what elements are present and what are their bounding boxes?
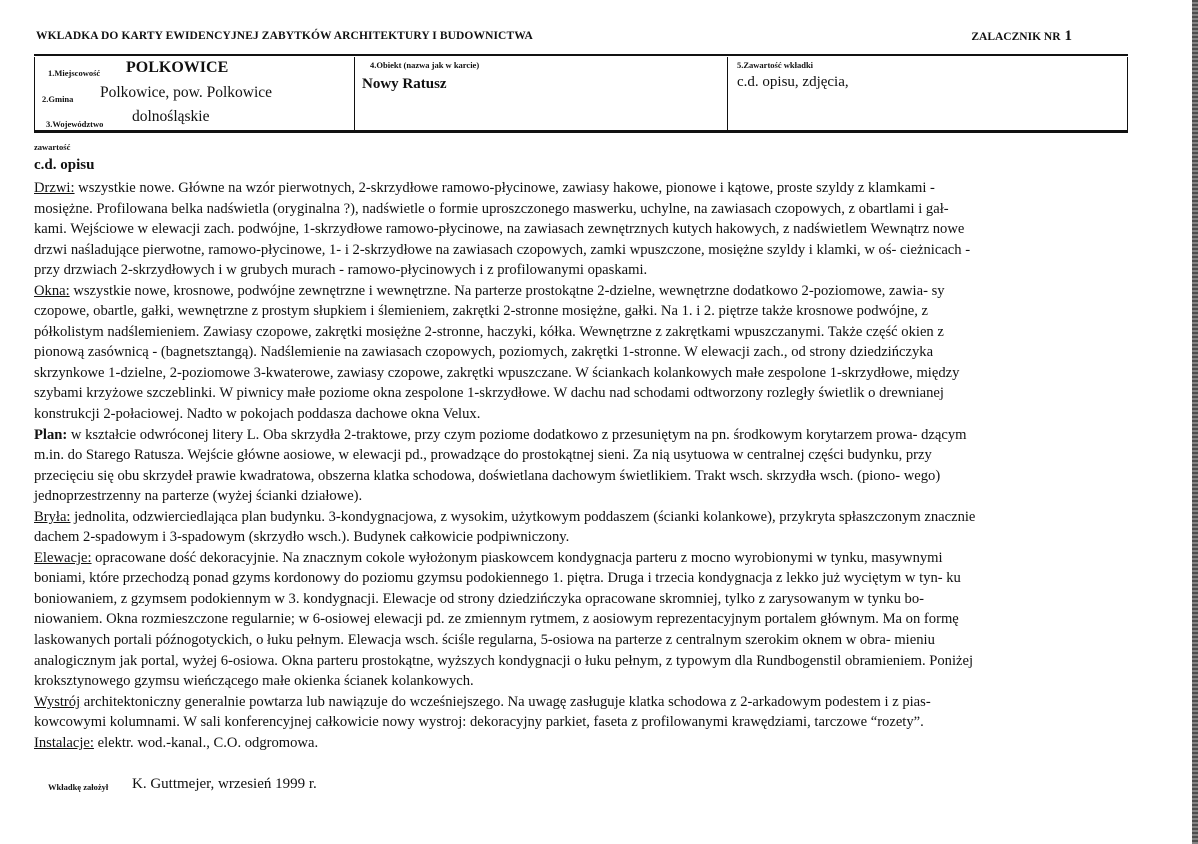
description-line — [34, 568, 1130, 589]
annex-text: ZALACZNIK NR — [971, 31, 1061, 43]
gmina-value: Polkowice, pow. Polkowice — [100, 84, 273, 101]
description-line — [34, 507, 1130, 528]
description-line — [34, 609, 1130, 630]
description-line — [34, 486, 1130, 507]
line-text: niowaniem. Okna rozmieszczone regularnie; w 6-osiowej elewacji pd. ze zmiennym rytmem, z aosiowym reprezentacyjnym portalem głównym. Ma on formę — [34, 611, 959, 628]
line-text: dachem 2-spadowym i 3-spadowym (skrzydło wsch.). Budynek całkowicie podpiwniczony. — [34, 529, 570, 546]
description-line — [34, 240, 1130, 261]
description-line — [34, 260, 1130, 281]
miejscowosc-value: POLKOWICE — [126, 59, 229, 76]
field-divider-1 — [354, 57, 355, 131]
description-line — [34, 527, 1130, 548]
description-line — [34, 301, 1130, 322]
description-line — [34, 692, 1130, 713]
footer-value: K. Guttmejer, wrzesień 1999 r. — [132, 776, 317, 792]
description-line — [34, 733, 1130, 754]
line-text: elektr. wod.-kanal., C.O. odgromowa. — [93, 734, 319, 751]
paragraph-heading: Instalacje: — [34, 734, 94, 751]
obiekt-value: Nowy Ratusz — [362, 76, 447, 92]
line-text: szybami krzyżowe szczeblinki. W piwnicy małe poziome okna zespolone 1-skrzydłowe. W dachu nad schodami odtworzony rozległy świetlik o drewnianej — [34, 385, 944, 402]
paragraph-heading: Elewacje: — [34, 549, 92, 566]
zawartosc-wkladki-label: 5.Zawartość wkładki — [737, 60, 814, 70]
scan-edge — [1192, 0, 1198, 844]
paragraph-heading: Drzwi: — [34, 180, 75, 196]
line-text: drzwi naśladujące pierwotne, ramowo-płycinowe, 1- i 2-skrzydłowe na zawiasach czopowych, zamki wpuszczone, mosiężne szyldy i klamki, w oś- cieżnicach - — [34, 241, 971, 258]
description-line — [34, 404, 1130, 425]
description-line — [34, 383, 1130, 404]
line-text: kowcowymi kolumnami. W sali konferencyjnej całkowicie nowy wystroj: dekoracyjny parkiet, faseta z profilowanymi krawędziami, tarczowe “rozety”. — [34, 714, 924, 731]
wojewodztwo-value: dolnośląskie — [132, 108, 210, 125]
footer-label: Wkładkę założył — [48, 782, 109, 792]
line-text: skrzynkowe 1-dzielne, 2-poziomowe 3-kwaterowe, zawiasy czopowe, zakrętki wpuszczane. W ściankach kolankowych małe zespolone 1-skrzydłowe, między — [34, 364, 960, 381]
description-line — [34, 651, 1130, 672]
description-body — [34, 178, 1130, 753]
line-text: jednoprzestrzenny na parterze (wyżej ścianki działowe). — [34, 488, 363, 505]
line-text: m.in. do Starego Ratusza. Wejście główne aosiowe, w elewacji pd., prowadzące do prostokątnej sieni. Za nią usytuowa w centralnej części budynku, przy — [34, 447, 932, 464]
paragraph-heading: Plan: — [34, 426, 68, 443]
zawartosc-wkladki-value: c.d. opisu, zdjęcia, — [737, 74, 849, 90]
section-title: c.d. opisu — [34, 157, 95, 173]
description-line — [34, 363, 1130, 384]
fields-bottom-rule — [34, 131, 1128, 133]
section-label: zawartość — [34, 142, 71, 152]
line-text: boniami, które przechodzą ponad gzyms kordonowy do poziomu gzymsu podokiennego 1. piętra. Druga i trzecia kondygnacja z lekko już wyciętym w tyn- ku — [34, 570, 961, 587]
line-text: przy drzwiach 2-skrzydłowych i w grubych murach - ramowo-płycinowych i z profilowanymi opaskami. — [34, 262, 648, 279]
line-text: wszystkie nowe. Główne na wzór pierwotnych, 2-skrzydłowe ramowo-płycinowe, zawiasy hakowe, pionowe i kątowe, proste szyldy z klamkami - — [74, 180, 935, 196]
description-line — [34, 342, 1130, 363]
wojewodztwo-label: 3.Województwo — [46, 119, 104, 129]
document-header-title: WKLADKA DO KARTY EWIDENCYJNEJ ZABYTKÓW ARCHITEKTURY I BUDOWNICTWA — [36, 30, 533, 42]
description-line — [34, 589, 1130, 610]
description-line — [34, 219, 1130, 240]
description-line — [34, 445, 1130, 466]
obiekt-label: 4.Obiekt (nazwa jak w karcie) — [370, 60, 480, 70]
line-text: analogicznym jak portal, wyżej 6-osiowa. Okna parteru prostokątne, wyższych kondygnacji o łuku pełnym, z typowym dla Rundbogenstil obramieniem. Poniżej — [34, 652, 974, 669]
line-text: kami. Wejściowe w elewacji zach. podwójne, 1-skrzydłowe ramowo-płycinowe, na zawiasach zewnętrznych kutych hakowych, z nadświetlem Wewnątrz nowe — [34, 221, 965, 238]
description-line — [34, 425, 1130, 446]
line-text: konstrukcji 2-połaciowej. Nadto w pokojach poddasza dachowe okna Velux. — [34, 406, 481, 423]
paragraph-heading: Bryła: — [34, 508, 71, 525]
line-text: mosiężne. Profilowana belka nadświetla (oryginalna ?), nadświetle o formie uproszczonego maswerku, uchylne, na zawiasach czopowych, z obartlami i gał- — [34, 200, 949, 217]
line-text: kroksztynowego gzymsu wieńczącego małe okienka ścianek kolankowych. — [34, 673, 474, 690]
description-line — [34, 178, 1130, 199]
line-text: architektoniczny generalnie powtarza lub nawiązuje do wcześniejszego. Na uwagę zasługuje klatka schodowa z 2-arkadowym podestem i z pias- — [80, 693, 931, 710]
line-text: przecięciu się obu skrzydeł prawie kwadratowa, obszerna klatka schodowa, doświetlana dachowym świetlikiem. Trakt wsch. skrzydła wsch. (piono- wego) — [34, 467, 941, 484]
annex-label — [971, 28, 1072, 45]
description-line — [34, 281, 1130, 302]
line-text: boniowaniem, z gzymsem podokiennym w 3. kondygnacji. Elewacje od strony dziedzińczyka opracowane skromniej, tylko z zarysowanym w tynku bo- — [34, 590, 924, 607]
description-line — [34, 712, 1130, 733]
paragraph-heading: Wystrój — [34, 693, 81, 710]
description-line — [34, 322, 1130, 343]
line-text: pionową zasówniсą - (bagnetsztangą). Nadślemienie na zawiasach czopowych, poziomych, zakrętki 1-stronne. W elewacji zach., od strony dziedzińczyka — [34, 344, 934, 361]
miejscowosc-label: 1.Miejscowość — [48, 68, 101, 78]
field-divider-2 — [727, 57, 728, 131]
paragraph-heading: Okna: — [34, 282, 70, 299]
annex-number: 1 — [1064, 28, 1072, 44]
description-line — [34, 548, 1130, 569]
gmina-label: 2.Gmina — [42, 94, 74, 104]
description-line — [34, 630, 1130, 651]
line-text: w kształcie odwróconej litery L. Oba skrzydła 2-traktowe, przy czym poziome dodatkowo z przesuniętym na pn. środkowym korytarzem prowa- dzącym — [67, 426, 967, 443]
description-line — [34, 671, 1130, 692]
header-rule — [34, 54, 1128, 56]
line-text: półkolistym nadślemieniem. Zawiasy czopowe, zakrętki mosiężne 2-stronne, haczyki, kółka. Wewnętrzne z zakrętkami wpuszczanymi. Także część okien z — [34, 323, 944, 340]
description-line — [34, 466, 1130, 487]
line-text: wszystkie nowe, krosnowe, podwójne zewnętrzne i wewnętrzne. Na parterze prostokątne 2-dzielne, wewnętrzne dodatkowo 2-poziomowe, zawia- sy — [69, 282, 945, 299]
description-line — [34, 199, 1130, 220]
line-text: jednolita, odzwierciedlająca plan budynku. 3-kondygnacjowa, z wysokim, użytkowym poddaszem (ścianki kolankowe), przykryta spłaszczonym znacznie — [70, 508, 976, 525]
line-text: laskowanych portali późnogotyckich, o łuku pełnym. Elewacja wsch. ściśle regularna, 5-osiowa na parterze z centralnym szerokim oknem w obra- mieniu — [34, 632, 935, 649]
line-text: czopowe, obartle, gałki, wewnętrzne z prostym słupkiem i ślemieniem, zakrętki 2-stronne mosiężne, gałki. Na 1. i 2. piętrze także krosnowe podwójne, z — [34, 303, 928, 320]
line-text: opracowane dość dekoracyjnie. Na znacznym cokole wyłożonym piaskowcem kondygnacja parteru z mocno wyrobionymi w tynku, masywnymi — [91, 549, 943, 566]
